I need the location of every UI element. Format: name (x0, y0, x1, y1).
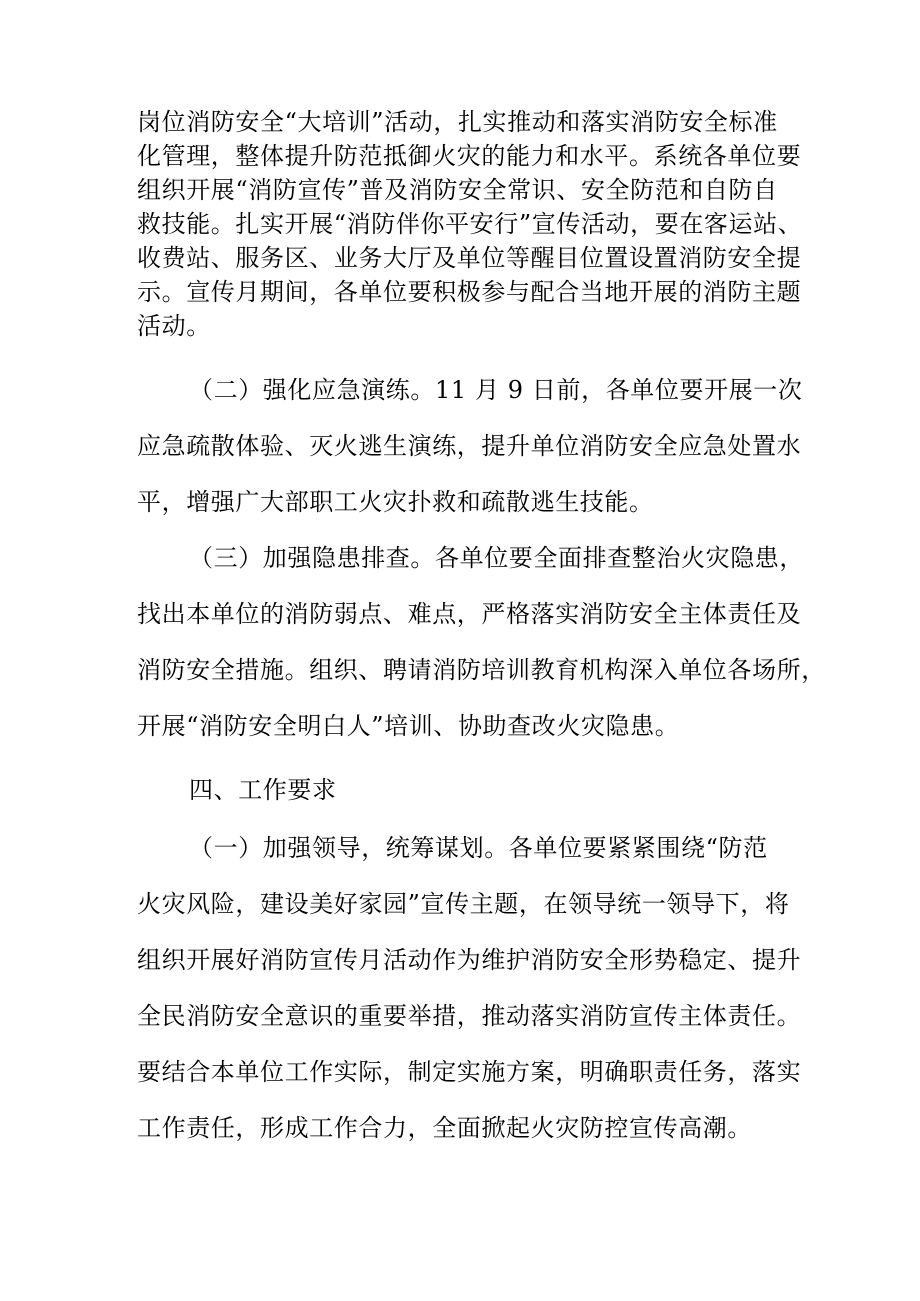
paragraph-1-line-6: 示。宣传月期间，各单位要积极参与配合当地开展的消防主题 (137, 278, 802, 306)
paragraph-4-line-4: 全民消防安全意识的重要举措，推动落实消防宣传主体责任。 (137, 1002, 802, 1030)
paragraph-4-line-2: 火灾风险，建设美好家园”宣传主题，在领导统一领导下，将 (137, 890, 790, 918)
paragraph-2-line-3: 平，增强广大部职工火灾扑救和疏散逃生技能。 (137, 488, 654, 516)
paragraph-1-line-5: 收费站、服务区、业务大厅及单位等醒目位置设置消防安全提 (137, 244, 802, 272)
paragraph-2-line-1: （二）强化应急演练。11 月 9 日前，各单位要开展一次 (189, 376, 803, 404)
paragraph-2-line-2: 应急疏散体验、灭火逃生演练，提升单位消防安全应急处置水 (137, 432, 802, 460)
section-heading-4: 四、工作要求 (189, 776, 337, 804)
paragraph-3-line-1: （三）加强隐患排查。各单位要全面排查整治火灾隐患， (189, 544, 804, 572)
paragraph-3-line-3: 消防安全措施。组织、聘请消防培训教育机构深入单位各场所， (137, 656, 826, 684)
paragraph-1-line-7: 活动。 (137, 312, 211, 340)
paragraph-1-line-3: 组织开展“消防宣传”普及消防安全常识、安全防范和自防自 (137, 176, 778, 204)
paragraph-3-line-4: 开展“消防安全明白人”培训、协助查改火灾隐患。 (137, 712, 680, 740)
paragraph-4-line-6: 工作责任，形成工作合力，全面掀起火灾防控宣传高潮。 (137, 1114, 752, 1142)
paragraph-1-line-4: 救技能。扎实开展“消防伴你平安行”宣传活动，要在客运站、 (137, 210, 803, 238)
paragraph-4-line-5: 要结合本单位工作实际，制定实施方案，明确职责任务，落实 (137, 1058, 802, 1086)
paragraph-1-line-2: 化管理，整体提升防范抵御火灾的能力和水平。系统各单位要 (137, 142, 802, 170)
paragraph-4-line-1: （一）加强领导，统筹谋划。各单位要紧紧围绕“防范 (189, 834, 768, 862)
paragraph-4-line-3: 组织开展好消防宣传月活动作为维护消防安全形势稳定、提升 (137, 946, 802, 974)
paragraph-3-line-2: 找出本单位的消防弱点、难点，严格落实消防安全主体责任及 (137, 600, 802, 628)
paragraph-1-line-1: 岗位消防安全“大培训”活动，扎实推动和落实消防安全标准 (137, 108, 778, 136)
